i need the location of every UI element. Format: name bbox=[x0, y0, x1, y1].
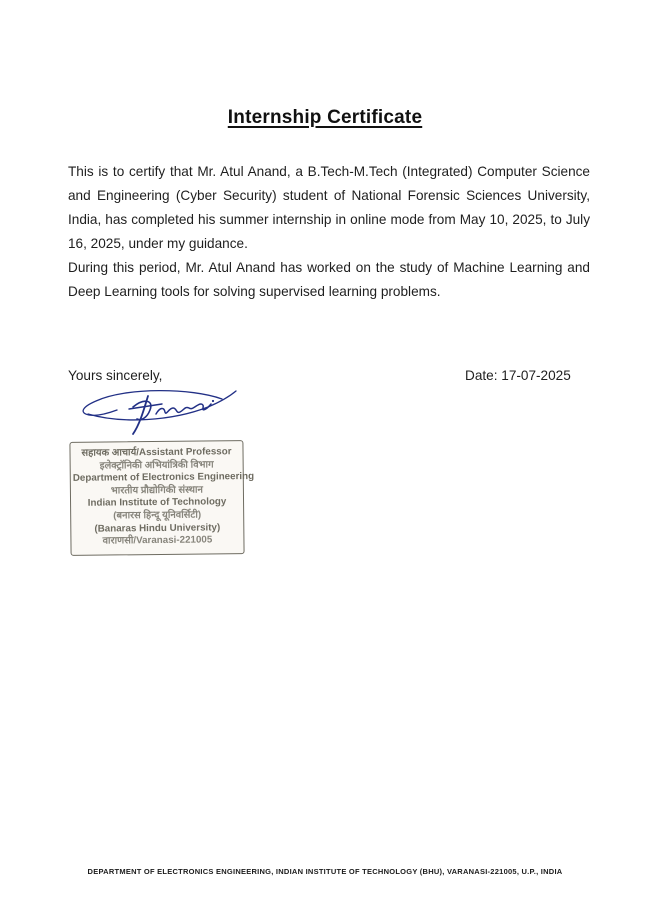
stamp-line-department-english: Department of Electronics Engineering bbox=[72, 471, 255, 485]
footer-address: DEPARTMENT OF ELECTRONICS ENGINEERING, INDIAN INSTITUTE OF TECHNOLOGY (BHU), VARANASI-221005, U.P., INDIA bbox=[87, 867, 563, 876]
page-title-text: Internship Certificate bbox=[227, 107, 423, 128]
certificate-paragraph-1: This is to certify that Mr. Atul Anand, a B.Tech-M.Tech (Integrated) Computer Science and Engineering (Cyber Security) student of National Forensic Sciences University, India, has completed his summer internship in online mode from May 10, 2025, to July 16, 2025, under my guidance. bbox=[68, 164, 590, 251]
handwritten-signature bbox=[74, 383, 239, 438]
certificate-body bbox=[68, 160, 590, 304]
stamp-line-designation: सहायक आचार्य/Assistant Professor bbox=[81, 446, 232, 459]
certificate-paragraph-2: During this period, Mr. Atul Anand has worked on the study of Machine Learning and Deep Learning tools for solving supervised learning problems. bbox=[68, 260, 590, 299]
office-stamp bbox=[69, 440, 255, 556]
stamp-line-university-hindi: (बनारस हिन्दू यूनिवर्सिटी) bbox=[113, 509, 202, 522]
page-title bbox=[0, 107, 650, 129]
stamp-line-institute-hindi: भारतीय प्रौद्योगिकी संस्थान bbox=[110, 484, 204, 497]
stamp-line-city-pin: वाराणसी/Varanasi-221005 bbox=[102, 534, 213, 547]
closing-salutation: Yours sincerely, bbox=[68, 368, 163, 383]
signature-ink-icon bbox=[74, 383, 239, 438]
stamp-line-university-english: (Banaras Hindu University) bbox=[94, 521, 221, 535]
stamp-line-institute-english: Indian Institute of Technology bbox=[87, 496, 227, 510]
stamp-line-department-hindi: इलेक्ट्रॉनिकी अभियांत्रिकी विभाग bbox=[99, 458, 214, 472]
date-text: Date: 17-07-2025 bbox=[465, 368, 571, 383]
